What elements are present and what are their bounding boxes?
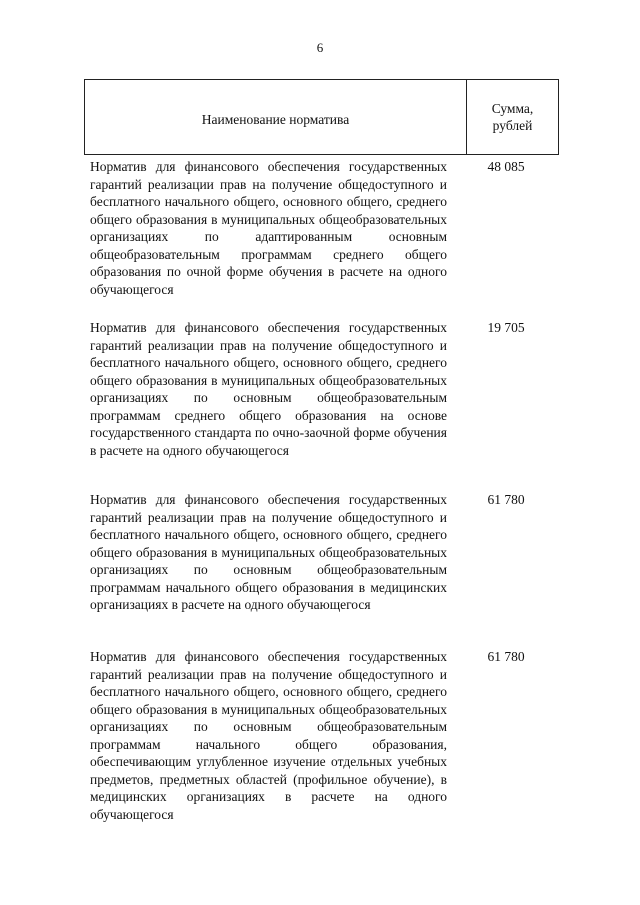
table-row — [90, 648, 560, 823]
column-header-sum-line2: рублей — [492, 118, 533, 133]
norm-description: Норматив для финансового обеспечения государственных гарантий реализации прав на получение общедоступного и бесплатного начального общего, основного общего, среднего общего образования в муниципальных общеобразовательных организациях по основным общеобразовательным программам начального общего образования в медицинских организациях в расчете на одного обучающегося — [90, 492, 447, 612]
page-number: 6 — [316, 40, 324, 55]
column-header-name: Наименование норматива — [201, 112, 350, 127]
column-header-sum-line1: Сумма, — [491, 101, 534, 116]
norm-amount: 61 780 — [487, 492, 525, 507]
table-header — [84, 79, 559, 155]
table-row — [90, 319, 560, 459]
norm-description: Норматив для финансового обеспечения государственных гарантий реализации прав на получение общедоступного и бесплатного начального общего, основного общего, среднего общего образования в муниципальных общеобразовательных организациях по адаптированным основным общеобразовательным программам среднего общего образования по очной форме обучения в расчете на одного обучающегося — [90, 159, 447, 297]
table-row — [90, 158, 560, 298]
norm-amount: 19 705 — [487, 320, 525, 335]
norm-amount: 48 085 — [487, 159, 525, 174]
column-header-sum — [467, 100, 558, 134]
norm-amount: 61 780 — [487, 649, 525, 664]
norm-description: Норматив для финансового обеспечения государственных гарантий реализации прав на получение общедоступного и бесплатного начального общего, основного общего, среднего общего образования в муниципальных общеобразовательных организациях по основным общеобразовательным программам среднего общего образования на основе государственного стандарта по очно-заочной форме обучения в расчете на одного обучающегося — [90, 320, 447, 458]
norm-description: Норматив для финансового обеспечения государственных гарантий реализации прав на получение общедоступного и бесплатного начального общего, основного общего, среднего общего образования в муниципальных общеобразовательных организациях по основным общеобразовательным программам начального общего образования, обеспечивающим углубленное изучение отдельных учебных предметов, предметных областей (профильное обучение), в медицинских организациях в расчете на одного обучающегося — [90, 649, 447, 822]
table-row — [90, 491, 560, 614]
